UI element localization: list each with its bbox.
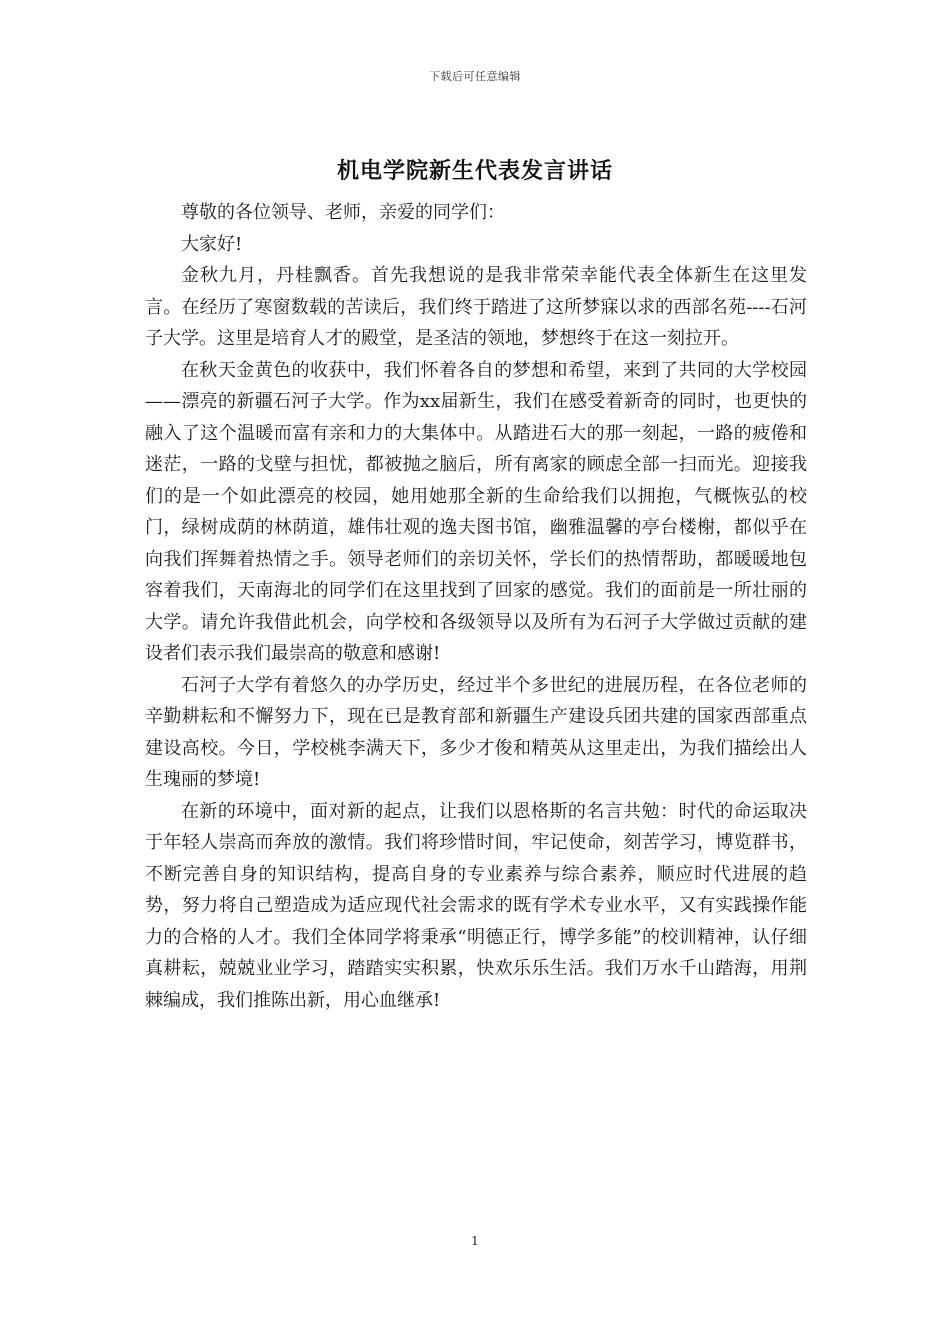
document-body	[145, 197, 807, 1016]
header-note: 下载后可任意编辑	[429, 70, 521, 83]
body-paragraph: 金秋九月，丹桂飘香。首先我想说的是我非常荣幸能代表全体新生在这里发言。在经历了寒窗数载的苦读后，我们终于踏进了这所梦寐以求的西部名苑----石河子大学。这里是培育人才的殿堂，是圣洁的领地，梦想终于在这一刻拉开。	[145, 265, 807, 349]
greeting-paragraph: 大家好!	[181, 233, 243, 255]
document-title: 机电学院新生代表发言讲话	[336, 158, 613, 184]
page-number: 1	[471, 1234, 479, 1248]
salutation-paragraph: 尊敬的各位领导、老师，亲爱的同学们：	[181, 202, 505, 223]
body-paragraph: 在秋天金黄色的收获中，我们怀着各自的梦想和希望，来到了共同的大学校园——漂亮的新疆石河子大学。作为xx届新生，我们在感受着新奇的同时，也更快的融入了这个温暖而富有亲和力的大集体中。从踏进石大的那一刻起，一路的疲倦和迷茫，一路的戈壁与担忧，都被抛之脑后，所有离家的顾虑全部一扫而光。迎接我们的是一个如此漂亮的校园，她用她那全新的生命给我们以拥抱，气概恢弘的校门，绿树成荫的林荫道，雄伟壮观的逸夫图书馆，幽雅温馨的亭台楼榭，都似乎在向我们挥舞着热情之手。领导老师们的亲切关怀，学长们的热情帮助，都暖暖地包容着我们，天南海北的同学们在这里找到了回家的感觉。我们的面前是一所壮丽的大学。请允许我借此机会，向学校和各级领导以及所有为石河子大学做过贡献的建设者们表示我们最崇高的敬意和感谢!	[145, 359, 807, 664]
body-paragraph: 在新的环境中，面对新的起点，让我们以恩格斯的名言共勉：时代的命运取决于年轻人崇高而奔放的激情。我们将珍惜时间，牢记使命，刻苦学习，博览群书，不断完善自身的知识结构，提高自身的专业素养与综合素养，顺应时代进展的趋势，努力将自己塑造成为适应现代社会需求的既有学术专业水平，又有实践操作能力的合格的人才。我们全体同学将秉承“明德正行，博学多能”的校训精神，认仔细真耕耘，兢兢业业学习，踏踏实实积累，快欢乐乐生活。我们万水千山踏海，用荆棘编成，我们推陈出新，用心血继承!	[145, 800, 807, 1011]
body-paragraph: 石河子大学有着悠久的办学历史，经过半个多世纪的进展历程，在各位老师的辛勤耕耘和不懈努力下，现在已是教育部和新疆生产建设兵团共建的国家西部重点建设高校。今日，学校桃李满天下，多少才俊和精英从这里走出，为我们描绘出人生瑰丽的梦境!	[145, 674, 807, 790]
